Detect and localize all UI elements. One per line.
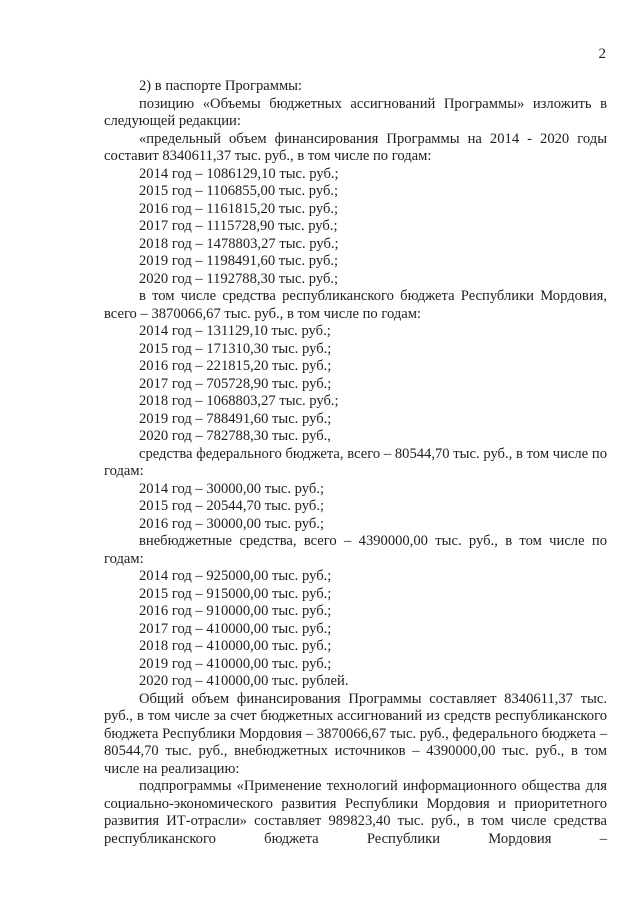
- year-line: 2018 год – 410000,00 тыс. руб.;: [139, 638, 332, 654]
- page-number: 2: [598, 46, 606, 62]
- year-line: 2015 год – 1106855,00 тыс. руб.;: [139, 183, 339, 199]
- paragraph: «предельный объем финансирования Программы на 2014 - 2020 годы составит 8340611,37 тыс. руб., в том числе по годам:: [104, 130, 607, 164]
- paragraph: внебюджетные средства, всего – 4390000,00 тыс. руб., в том числе по годам:: [104, 533, 607, 567]
- year-line: 2020 год – 1192788,30 тыс. руб.;: [139, 270, 339, 287]
- year-line: 2015 год – 20544,70 тыс. руб.;: [139, 498, 325, 514]
- paragraph: позицию «Объемы бюджетных ассигнований Программы» изложить в следующей редакции:: [104, 95, 607, 129]
- year-line: 2014 год – 30000,00 тыс. руб.;: [139, 480, 325, 497]
- year-line: 2020 год – 782788,30 тыс. руб.,: [139, 428, 331, 444]
- year-line: 2014 год – 131129,10 тыс. руб.;: [139, 323, 331, 339]
- year-line: 2018 год – 1478803,27 тыс. руб.;: [139, 235, 339, 252]
- year-line: 2019 год – 410000,00 тыс. руб.;: [139, 655, 332, 672]
- year-line: 2015 год – 171310,30 тыс. руб.;: [139, 340, 332, 357]
- year-line: 2019 год – 1198491,60 тыс. руб.;: [139, 253, 339, 269]
- year-line: 2016 год – 1161815,20 тыс. руб.;: [139, 200, 339, 217]
- paragraph: средства федерального бюджета, всего – 80544,70 тыс. руб., в том числе по годам:: [104, 445, 607, 479]
- year-line: 2016 год – 30000,00 тыс. руб.;: [139, 515, 325, 532]
- year-line: 2014 год – 925000,00 тыс. руб.;: [139, 568, 332, 584]
- year-line: 2014 год – 1086129,10 тыс. руб.;: [139, 165, 339, 182]
- year-line: 2016 год – 910000,00 тыс. руб.;: [139, 603, 332, 619]
- paragraph: Общий объем финансирования Программы составляет 8340611,37 тыс. руб., в том числе за счет бюджетных ассигнований из средств республиканского бюджета Республики Мордовия – 3870066,67 тыс. руб., федерального бюджета – 80544,70 тыс. руб., внебюджетных источников – 4390000,00 тыс. руб., в том числе на реализацию:: [104, 690, 607, 777]
- year-line: 2015 год – 915000,00 тыс. руб.;: [139, 585, 332, 602]
- paragraph: в том числе средства республиканского бюджета Республики Мордовия, всего – 3870066,67 тыс. руб., в том числе по годам:: [104, 288, 607, 322]
- document-body: [104, 78, 607, 848]
- paragraph: 2) в паспорте Программы:: [139, 78, 303, 94]
- year-line: 2017 год – 1115728,90 тыс. руб.;: [139, 218, 338, 234]
- year-line: 2017 год – 410000,00 тыс. руб.;: [139, 620, 332, 637]
- year-line: 2018 год – 1068803,27 тыс. руб.;: [139, 393, 339, 409]
- year-line: 2016 год – 221815,20 тыс. руб.;: [139, 358, 332, 374]
- year-line: 2020 год – 410000,00 тыс. рублей.: [139, 673, 349, 689]
- year-line: 2017 год – 705728,90 тыс. руб.;: [139, 375, 332, 392]
- year-line: 2019 год – 788491,60 тыс. руб.;: [139, 410, 332, 427]
- paragraph: подпрограммы «Применение технологий информационного общества для социально-экономического развития Республики Мордовия и приоритетного развития ИТ-отрасли» составляет 989823,40 тыс. руб., в том числе средства республиканского бюджета Республики Мордовия –: [104, 778, 607, 847]
